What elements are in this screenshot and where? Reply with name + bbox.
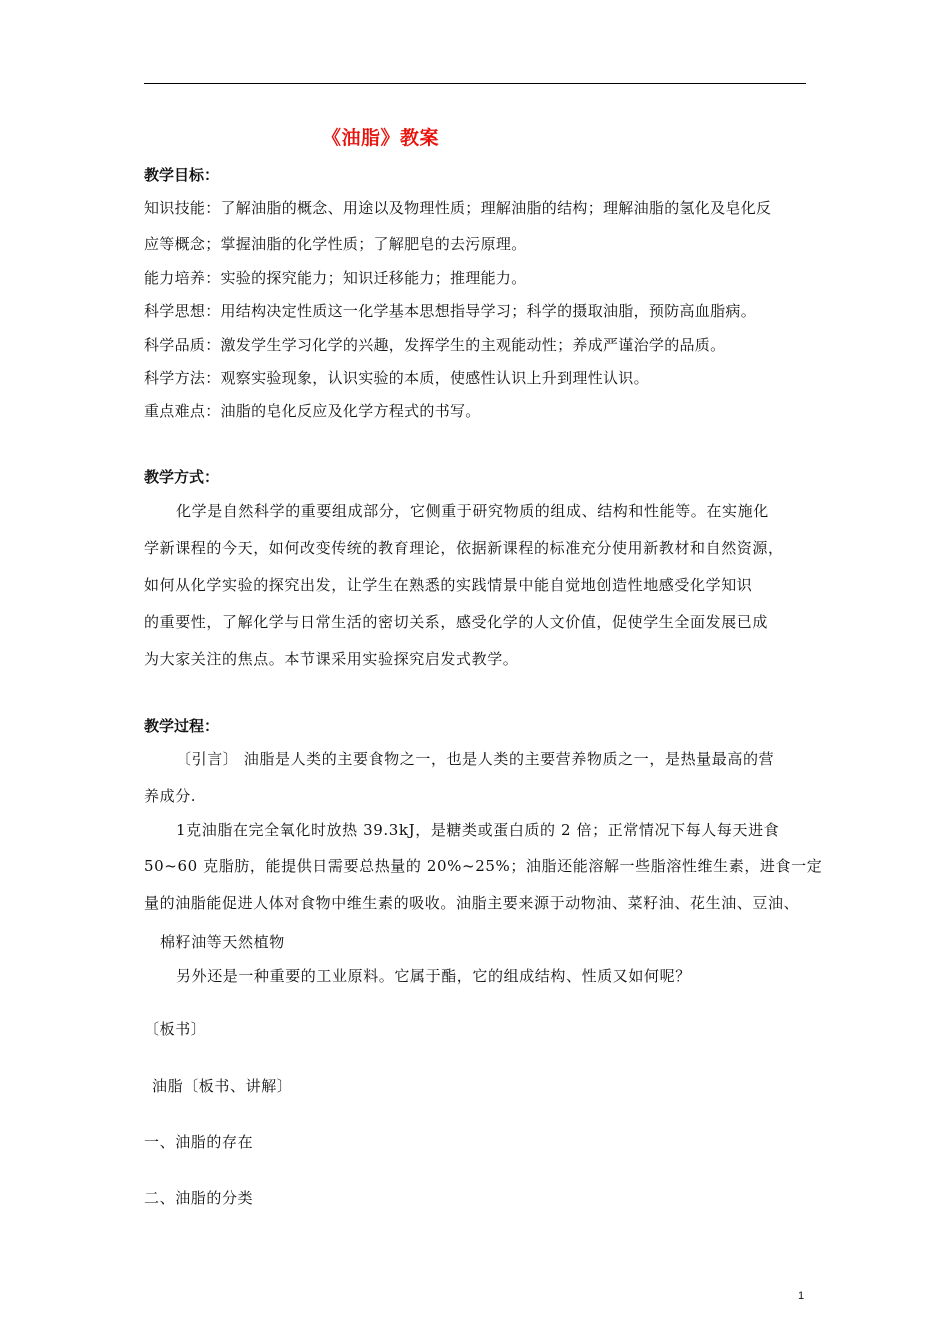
process-heading: 教学过程：	[144, 717, 220, 735]
objectives-line: 重点难点：油脂的皂化反应及化学方程式的书写。	[144, 402, 481, 420]
process-line: 油脂〔板书、讲解〕	[152, 1077, 293, 1095]
objectives-line: 应等概念；掌握油脂的化学性质；了解肥皂的去污原理。	[144, 235, 527, 253]
process-line: 1克油脂在完全氧化时放热 39.3kJ，是糖类或蛋白质的 2 倍；正常情况下每人每天进食	[176, 821, 780, 839]
process-line: 另外还是一种重要的工业原料。它属于酯，它的组成结构、性质又如何呢？	[176, 967, 691, 985]
method-heading: 教学方式：	[144, 468, 220, 486]
method-line: 学新课程的今天，如何改变传统的教育理论，依据新课程的标准充分使用新教材和自然资源，	[144, 539, 784, 557]
section-item: 一、油脂的存在	[144, 1133, 254, 1151]
method-line: 化学是自然科学的重要组成部分，它侧重于研究物质的组成、结构和性能等。在实施化	[176, 502, 769, 520]
objectives-line: 能力培养：实验的探究能力；知识迁移能力；推理能力。	[144, 269, 527, 287]
document-title: 《油脂》教案	[322, 127, 440, 149]
page-number: 1	[798, 1290, 805, 1302]
objectives-heading: 教学目标：	[144, 166, 220, 184]
process-line: 50~60 克脂肪，能提供日需要总热量的 20%~25%；油脂还能溶解一些脂溶性维生素，进食一定	[144, 857, 823, 875]
method-line: 为大家关注的焦点。本节课采用实验探究启发式教学。	[144, 650, 519, 668]
header-rule	[144, 83, 806, 84]
objectives-line: 科学方法：观察实验现象，认识实验的本质，使感性认识上升到理性认识。	[144, 369, 649, 387]
objectives-line: 科学思想：用结构决定性质这一化学基本思想指导学习；科学的摄取油脂，预防高血脂病。	[144, 302, 757, 320]
method-line: 如何从化学实验的探究出发，让学生在熟悉的实践情景中能自觉地创造性地感受化学知识	[144, 576, 753, 594]
objectives-line: 科学品质：激发学生学习化学的兴趣，发挥学生的主观能动性；养成严谨治学的品质。	[144, 336, 726, 354]
process-line: 〔板书〕	[144, 1020, 207, 1038]
process-line: 量的油脂能促进人体对食物中维生素的吸收。油脂主要来源于动物油、菜籽油、花生油、豆油、	[144, 894, 800, 912]
method-line: 的重要性，了解化学与日常生活的密切关系，感受化学的人文价值，促使学生全面发展已成	[144, 613, 769, 631]
objectives-line: 知识技能：了解油脂的概念、用途以及物理性质；理解油脂的结构；理解油脂的氢化及皂化反	[144, 199, 772, 217]
section-item: 二、油脂的分类	[144, 1189, 254, 1207]
process-line: 〔引言〕 油脂是人类的主要食物之一，也是人类的主要营养物质之一，是热量最高的营	[176, 750, 775, 768]
process-line: 棉籽油等天然植物	[160, 933, 285, 951]
process-line: 养成分.	[144, 787, 197, 805]
